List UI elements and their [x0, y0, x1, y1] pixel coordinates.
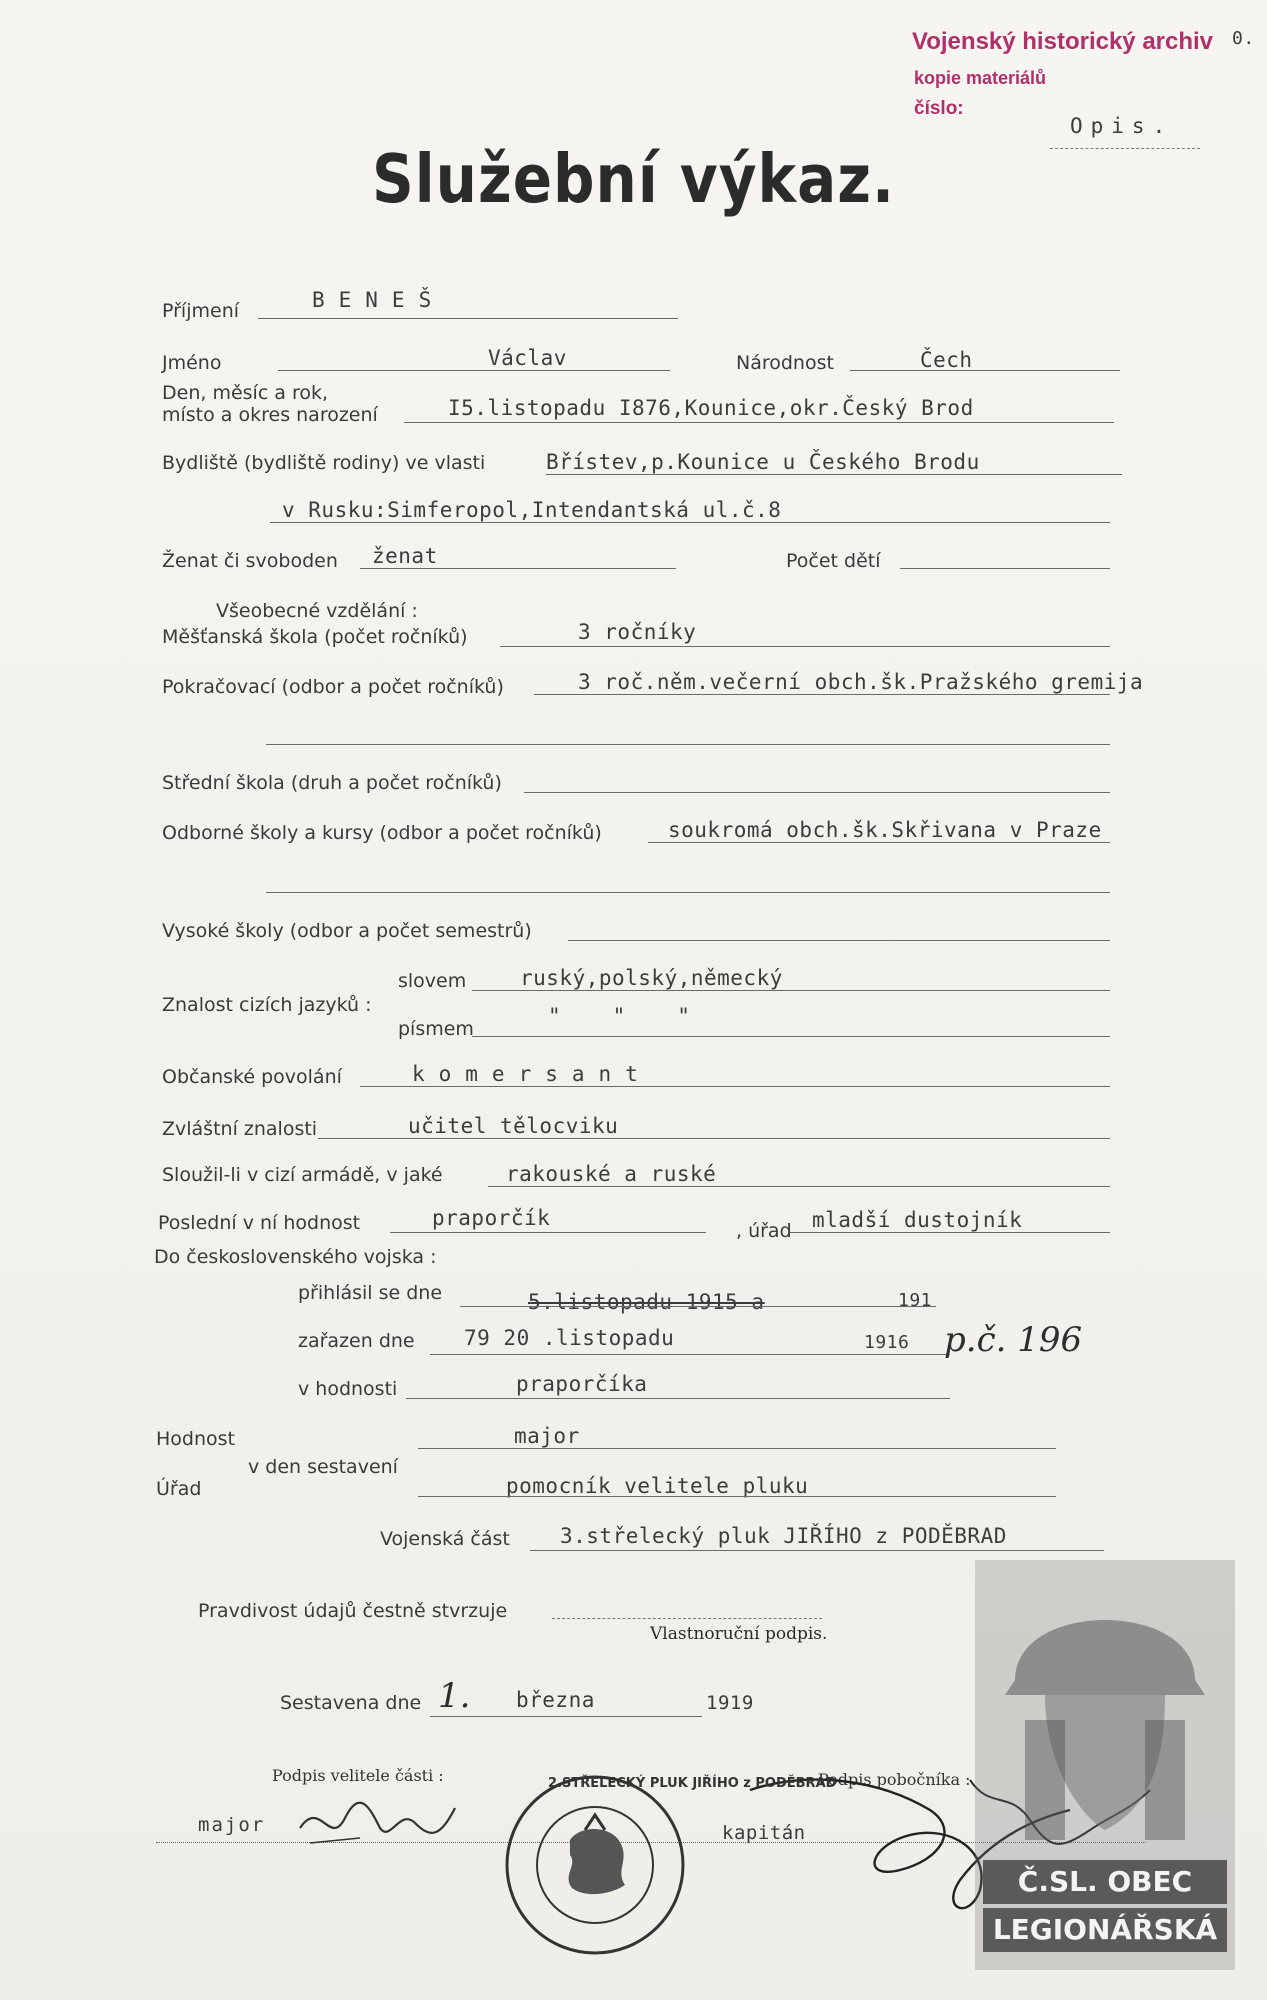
continuation-school-label: Pokračovací (odbor a počet ročníků) [162, 676, 504, 698]
archive-stamp-title: Vojenský historický archiv [912, 28, 1214, 55]
foreign-army-value: rakouské a ruské [506, 1162, 717, 1186]
first-name-value: Václav [488, 346, 567, 370]
civic-school-label: Měšťanská škola (počet ročníků) [162, 626, 468, 648]
secondary-school-label: Střední škola (druh a počet ročníků) [162, 772, 502, 794]
page-title: Služební výkaz. [372, 140, 896, 219]
surname-value: BENEŠ [312, 288, 446, 312]
compiled-on-label: v den sestavení [248, 1456, 398, 1478]
current-office-label: Úřad [156, 1478, 202, 1500]
rank-at-entry-value: praporčíka [516, 1372, 648, 1396]
last-rank-value: praporčík [432, 1206, 551, 1230]
registered-label: přihlásil se dne [298, 1282, 443, 1304]
vocational-school-label: Odborné školy a kursy (odbor a počet ročníků) [162, 822, 602, 844]
regiment-seal [500, 1770, 690, 1960]
corner-mark: 0. [1232, 28, 1255, 49]
assigned-order-number: p.č. 196 [944, 1320, 1083, 1360]
foreign-army-label: Sloužil-li v cizí armádě, v jaké [162, 1164, 443, 1186]
special-skills-value: učitel tělocviku [408, 1114, 619, 1138]
rank-at-entry-label: v hodnosti [298, 1378, 398, 1400]
compiled-month: března [516, 1688, 595, 1712]
truthfulness-label: Pravdivost údajů čestně stvrzuje [198, 1600, 508, 1622]
adjutant-signature-caption: Podpis pobočníka : [818, 1770, 971, 1789]
occupation-label: Občanské povolání [162, 1066, 342, 1088]
residence-value-1: Břístev,p.Kounice u Českého Brodu [546, 450, 980, 474]
unit-value: 3.střelecký pluk JIŘÍHO z PODĚBRAD [560, 1524, 1007, 1548]
languages-written-label: písmem [398, 1018, 474, 1040]
current-office-value: pomocník velitele pluku [506, 1474, 809, 1498]
archive-stamp-line3: číslo: [914, 98, 964, 119]
archive-stamp-line2: kopie materiálů [914, 68, 1047, 88]
children-label: Počet dětí [786, 550, 881, 572]
vocational-school-value: soukromá obch.šk.Skřivana v Praze [668, 818, 1102, 842]
last-rank-label: Poslední v ní hodnost [158, 1212, 361, 1234]
compiled-day: 1. [438, 1676, 471, 1716]
last-office-label: , úřad [736, 1220, 792, 1242]
languages-label: Znalost cizích jazyků : [162, 994, 372, 1016]
languages-written-value: """ [548, 1004, 742, 1028]
birth-value: I5.listopadu I876,Kounice,okr.Český Brod [448, 396, 974, 420]
residence-label: Bydliště (bydliště rodiny) ve vlasti [162, 452, 486, 474]
continuation-school-value: 3 roč.něm.večerní obch.šk.Pražského gremija [578, 670, 1144, 694]
first-name-label: Jméno [162, 352, 222, 374]
compiled-date-label: Sestavena dne [280, 1692, 422, 1714]
nationality-value: Čech [920, 348, 973, 372]
languages-spoken-label: slovem [398, 970, 467, 992]
commander-rank: major [198, 1814, 266, 1836]
unit-label: Vojenská část [380, 1528, 510, 1550]
birth-label-line1: Den, měsíc a rok, [162, 382, 329, 404]
special-skills-label: Zvláštní znalosti [162, 1118, 318, 1140]
commander-signature [290, 1788, 470, 1858]
logo-text-line2: LEGIONÁŘSKÁ [983, 1908, 1227, 1952]
civic-school-value: 3 ročníky [578, 620, 697, 644]
seal-text: 2.STŘELECKÝ PLUK JIŘÍHO z PODĚBRAD [548, 1776, 837, 1791]
university-label: Vysoké školy (odbor a počet semestrů) [162, 920, 532, 942]
current-rank-value: major [514, 1424, 580, 1448]
logo-text-line1: Č.SL. OBEC [983, 1860, 1227, 1904]
compiled-year: 1919 [706, 1692, 754, 1714]
commander-signature-caption: Podpis velitele části : [272, 1766, 444, 1785]
general-education-label: Všeobecné vzdělání : [216, 600, 418, 622]
registered-year: 191 [898, 1290, 933, 1311]
legion-logo [975, 1560, 1235, 1970]
adjutant-rank: kapitán [722, 1822, 806, 1844]
assigned-label: zařazen dne [298, 1330, 415, 1352]
assigned-value: 79 20 .listopadu [464, 1326, 675, 1350]
marital-value: ženat [372, 544, 438, 568]
copy-label: Opis. [1070, 114, 1174, 138]
marital-label: Ženat či svoboden [162, 550, 338, 572]
current-rank-label: Hodnost [156, 1428, 235, 1450]
last-office-value: mladší dustojník [812, 1208, 1023, 1232]
languages-spoken-value: ruský,polský,německý [520, 966, 783, 990]
residence-value-2: v Rusku:Simferopol,Intendantská ul.č.8 [282, 498, 782, 522]
own-signature-caption: Vlastnoruční podpis. [650, 1624, 828, 1644]
assigned-year: 1916 [864, 1332, 910, 1353]
surname-label: Příjmení [162, 300, 240, 322]
occupation-value: komersant [412, 1062, 652, 1086]
nationality-label: Národnost [736, 352, 834, 374]
birth-label-line2: místo a okres narození [162, 404, 378, 426]
registered-value: 5.listopadu 1915 a [528, 1290, 765, 1314]
cs-army-label: Do československého vojska : [154, 1246, 437, 1268]
soldier-portrait-icon [975, 1560, 1235, 1860]
